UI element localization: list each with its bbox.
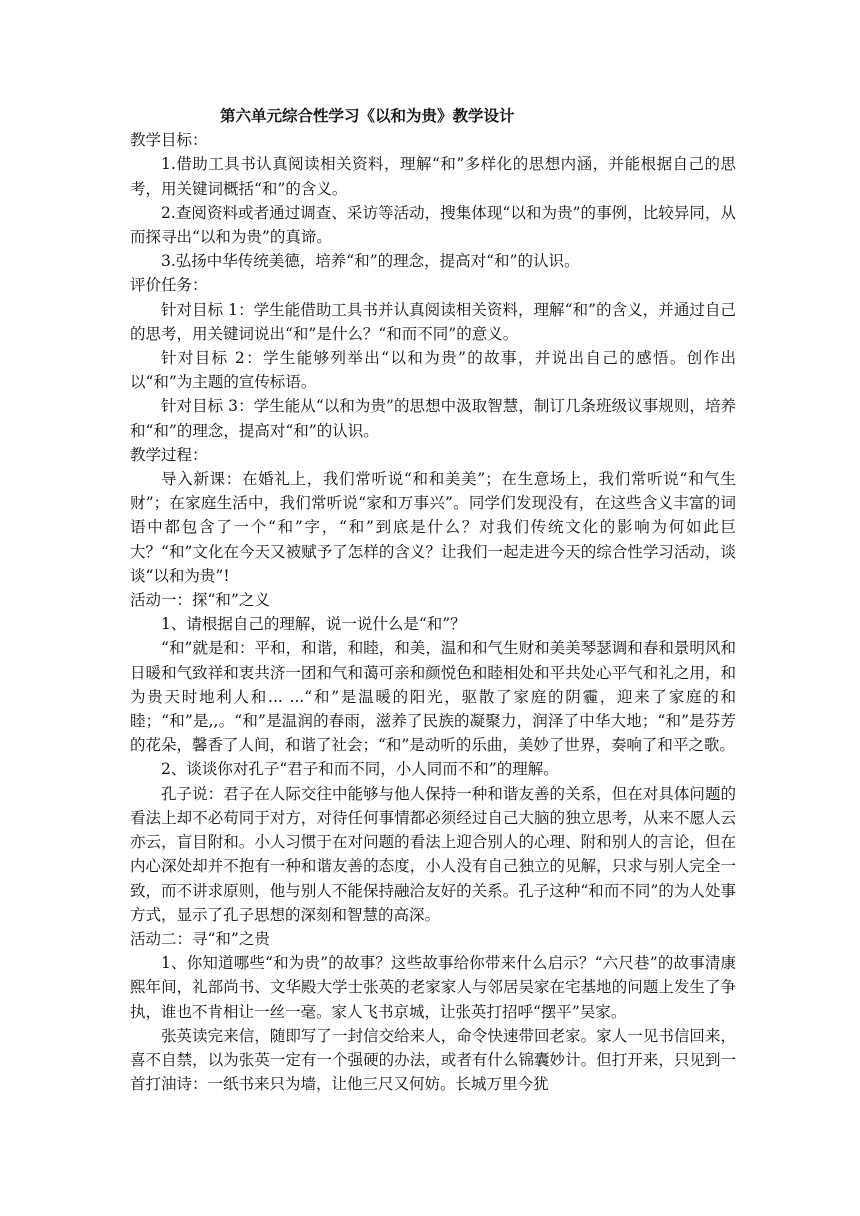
paragraph: 3.弘扬中华传统美德，培养“和”的理念，提高对“和”的认识。 <box>161 252 580 271</box>
paragraph: “和”就是和：平和，和谐，和睦，和美，温和和气生财和美美琴瑟调和春和景明风和日暖和气致祥和衷共济一团和气和蔼可亲和颜悦色和睦相处和平共处心平气和礼之用，和为贵天时地利人和... ...“和”是温暖的阳光，驱散了家庭的阴霾，迎来了家庭的和睦；“和”是,,。“和”是温润的春雨，滋养了民族的凝聚力，润泽了中华大地；“和”是芬芳的花朵，馨香了人间，和谐了社会；“和”是动听的乐曲，美妙了世界，奏响了和平之歌。 <box>130 639 736 755</box>
paragraph: 针对目标 1：学生能借助工具书并认真阅读相关资料，理解“和”的含义，并通过自己的思考，用关键词说出“和”是什么？“和而不同”的意义。 <box>130 300 736 343</box>
document-page <box>130 104 736 1096</box>
section-heading: 评价任务： <box>130 276 208 295</box>
section-heading: 活动一：探“和”之义 <box>130 591 270 610</box>
paragraph: 孔子说：君子在人际交往中能够与他人保持一种和谐友善的关系，但在对具体问题的看法上却不必苟同于对方，对待任何事情都必须经过自己大脑的独立思考，从来不愿人云亦云，盲目附和。小人习惯于在对问题的看法上迎合别人的心理、附和别人的言论，但在内心深处却并不抱有一种和谐友善的态度，小人没有自己独立的见解，只求与别人完全一致，而不讲求原则，他与别人不能保持融洽友好的关系。孔子这种“和而不同”的为人处事方式，显示了孔子思想的深刻和智慧的高深。 <box>130 784 736 924</box>
document-body <box>130 128 736 1096</box>
paragraph: 张英读完来信，随即写了一封信交给来人，命令快速带回老家。家人一见书信回来，喜不自禁，以为张英一定有一个强硬的办法，或者有什么锦囊妙计。但打开来，只见到一首打油诗：一纸书来只为墙，让他三尺又何妨。长城万里今犹 <box>130 1026 736 1094</box>
document-title: 第六单元综合性学习《以和为贵》教学设计 <box>220 106 515 125</box>
section-heading: 教学目标： <box>130 131 208 150</box>
paragraph: 针对目标 3：学生能从“以和为贵”的思想中汲取智慧，制订几条班级议事规则，培养和“和”的理念，提高对“和”的认识。 <box>130 397 736 440</box>
paragraph: 针对目标 2：学生能够列举出“以和为贵”的故事，并说出自己的感悟。创作出以“和”为主题的宣传标语。 <box>130 349 736 392</box>
paragraph: 2.查阅资料或者通过调查、采访等活动，搜集体现“以和为贵”的事例，比较异同，从而探寻出“以和为贵”的真谛。 <box>130 203 736 247</box>
section-heading: 教学过程： <box>130 445 208 464</box>
section-heading: 活动二：寻“和”之贵 <box>130 929 270 948</box>
paragraph: 1.借助工具书认真阅读相关资料，理解“和”多样化的思想内涵，并能根据自己的思考，用关键词概括“和”的含义。 <box>130 155 736 198</box>
paragraph: 2、谈谈你对孔子“君子和而不同，小人同而不和”的理解。 <box>161 760 559 779</box>
paragraph: 导入新课：在婚礼上，我们常听说“和和美美”；在生意场上，我们常听说“和气生财”；在家庭生活中，我们常听说“家和万事兴”。同学们发现没有，在这些含义丰富的词语中都包含了一个“和”字，“和”到底是什么？对我们传统文化的影响为何如此巨大？“和”文化在今天又被赋予了怎样的含义？让我们一起走进今天的综合性学习活动，谈谈“以和为贵”! <box>130 470 736 585</box>
paragraph: 1、你知道哪些“和为贵”的故事？这些故事给你带来什么启示？“六尺巷”的故事清康熙年间，礼部尚书、文华殿大学士张英的老家家人与邻居吴家在宅基地的问题上发生了争执，谁也不肯相让一丝一毫。家人飞书京城，让张英打招呼“摆平”吴家。 <box>130 954 736 1021</box>
paragraph: 1、请根据自己的理解，说一说什么是“和”？ <box>161 615 466 634</box>
